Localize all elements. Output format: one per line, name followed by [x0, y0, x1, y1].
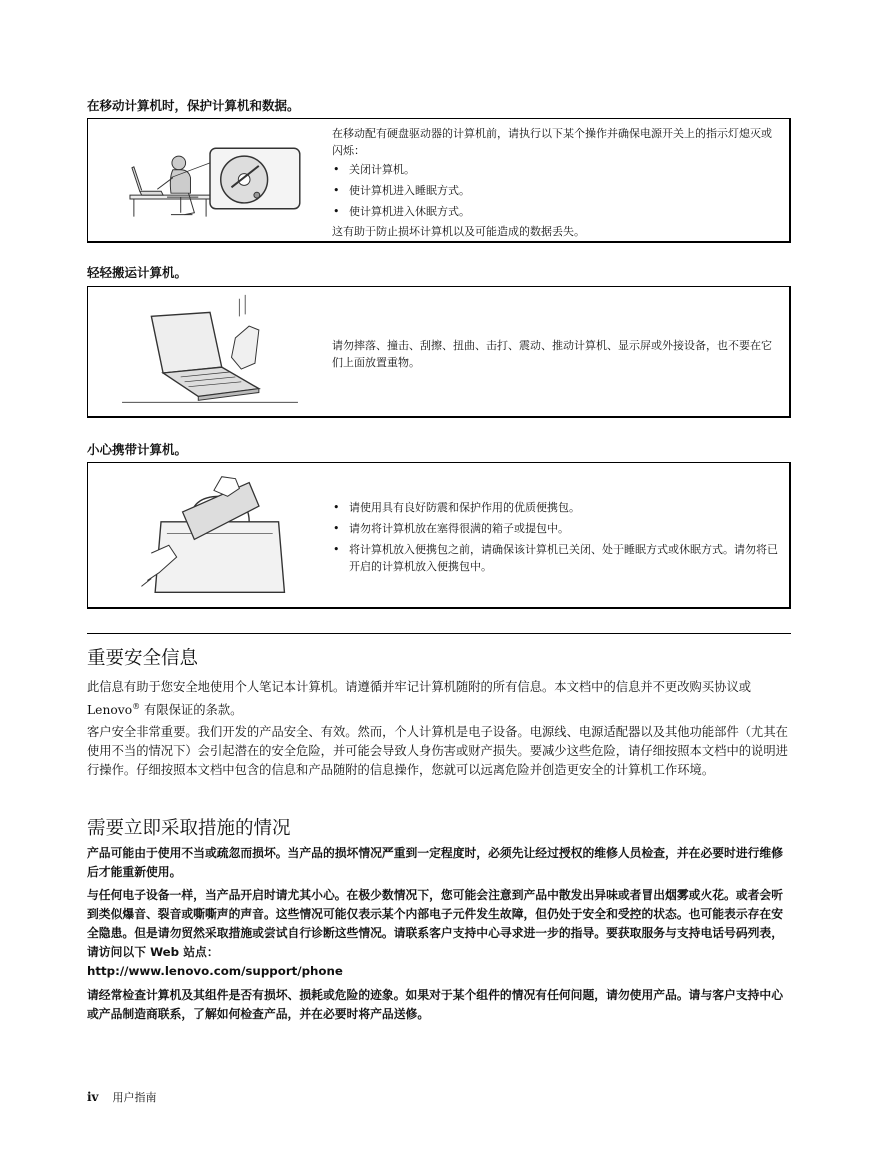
laptop-harddisk-illustration [110, 119, 310, 241]
safety-paragraph-1 [87, 678, 791, 720]
list-item: • 使计算机进入睡眠方式。 [332, 182, 780, 199]
registered-mark: ® [132, 702, 141, 711]
list-item: • 使计算机进入休眠方式。 [332, 203, 780, 220]
safety-p1-text-end: 有限保证的条款。 [140, 703, 243, 718]
caption-handle-gently: 轻轻搬运计算机。 [87, 265, 188, 280]
carry-properly-text [332, 499, 780, 575]
support-phone-link[interactable]: http://www.lenovo.com/support/phone [87, 964, 343, 978]
box-handle-gently [87, 286, 791, 418]
list-item: • 将计算机放入便携包之前，请确保该计算机已关闭、处于睡眠方式或休眠方式。请勿将已开启的计算机放入便携包中。 [332, 541, 780, 575]
caption-protect-data: 在移动计算机时，保护计算机和数据。 [87, 98, 300, 113]
urgent-paragraph-3: 请经常检查计算机及其组件是否有损坏、损耗或危险的迹象。如果对于某个组件的情况有任何问题，请勿使用产品。请与客户支持中心或产品制造商联系，了解如何检查产品，并在必要时将产品送修。 [87, 988, 784, 1021]
carry-properly-list [332, 499, 780, 575]
section-divider [87, 633, 791, 634]
laptop-handling-illustration [110, 287, 310, 416]
protect-data-note: 这有助于防止损坏计算机以及可能造成的数据丢失。 [332, 225, 585, 238]
laptop-bag-illustration [110, 463, 310, 607]
heading-safety-info: 重要安全信息 [87, 648, 199, 669]
protect-data-intro: 在移动配有硬盘驱动器的计算机前，请执行以下某个操作并确保电源开关上的指示灯熄灭或闪烁： [332, 127, 772, 157]
footer-title: 用户指南 [112, 1091, 157, 1104]
page-number: iv [87, 1090, 99, 1104]
box-carry-properly [87, 462, 791, 609]
urgent-paragraph-1: 产品可能由于使用不当或疏忽而损坏。当产品的损坏情况严重到一定程度时，必须先让经过授权的维修人员检查，并在必要时进行维修后才能重新使用。 [87, 846, 784, 879]
urgent-paragraph-2 [87, 886, 791, 981]
safety-p1-text: 此信息有助于您安全地使用个人笔记本计算机。请遵循并牢记计算机随附的所有信息。本文档中的信息并不更改购买协议或 Lenovo [87, 680, 752, 718]
caption-carry-properly: 小心携带计算机。 [87, 442, 188, 457]
heading-immediate-action: 需要立即采取措施的情况 [87, 818, 291, 839]
safety-paragraph-2: 客户安全非常重要。我们开发的产品安全、有效。然而，个人计算机是电子设备。电源线、电源适配器以及其他功能部件（尤其在使用不当的情况下）会引起潜在的安全危险，并可能会导致人身伤害或财产损失。要减少这些危险，请仔细按照本文档中的说明进行操作。仔细按照本文档中包含的信息和产品随附的信息操作，您就可以远离危险并创造更安全的计算机工作环境。 [87, 725, 788, 777]
urgent-p2-text: 与任何电子设备一样，当产品开启时请尤其小心。在极少数情况下，您可能会注意到产品中散发出异味或者冒出烟雾或火花。或者会听到类似爆音、裂音或嘶嘶声的声音。这些情况可能仅表示某个内部电子元件发生故障，但仍处于安全和受控的状态。也可能表示存在安全隐患。但是请勿贸然采取措施或尝试自行诊断这些情况。请联系客户支持中心寻求进一步的指导。要获取服务与支持电话号码列表，请访问以下 Web 站点： [87, 888, 784, 959]
page-footer [87, 1089, 157, 1105]
protect-data-list [332, 161, 780, 220]
protect-data-text [332, 125, 780, 240]
box-protect-data [87, 118, 791, 243]
list-item: • 请勿将计算机放在塞得很满的箱子或提包中。 [332, 520, 780, 537]
list-item: • 关闭计算机。 [332, 161, 780, 178]
handle-gently-text: 请勿摔落、撞击、刮擦、扭曲、击打、震动、推动计算机、显示屏或外接设备，也不要在它们上面放置重物。 [332, 339, 772, 369]
list-item: • 请使用具有良好防震和保护作用的优质便携包。 [332, 499, 780, 516]
